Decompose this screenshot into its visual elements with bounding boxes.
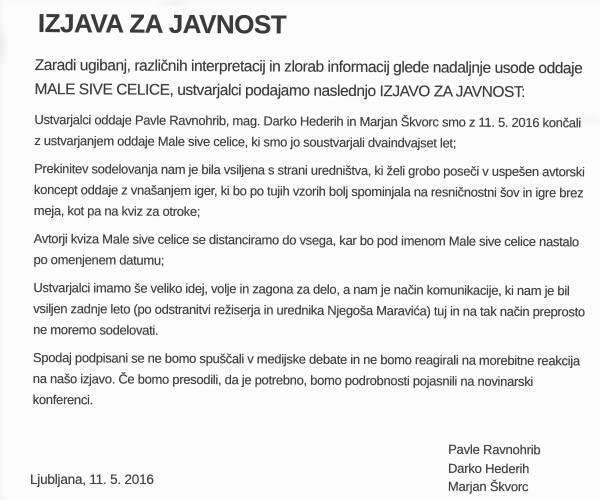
signatory-name: Marjan Škvorc	[447, 478, 529, 495]
signatory-name: Pavle Ravnohrib	[448, 441, 541, 458]
body-paragraph-1: Ustvarjalci oddaje Pavle Ravnohrib, mag. Darko Hederih in Marjan Škvorc smo z 11. 5. 2016 končali z ustvarjanjem oddaje Male sive celice, ki smo jo soustvarjali dvaindvajset let;	[34, 111, 581, 151]
intro-paragraph: Zaradi ugibanj, različnih interpretacij in zlorab informacij glede nadaljnje usode oddaje MALE SIVE CELICE, ustvarjalci podajamo naslednjo IZJAVO ZA JAVNOST:	[34, 56, 583, 101]
document-title: IZJAVA ZA JAVNOST	[37, 7, 287, 40]
body-paragraph-5: Spodaj podpisani se ne bomo spuščali v medijske debate in ne bomo reagirali na morebitne reakcija na našo izjavo. Če bomo presodili, da je potrebno, bomo podrobnosti pojasnili na novinarski konferenci.	[32, 349, 580, 408]
body-paragraph-2: Prekinitev sodelovanja nam je bila vsiljena s strani uredništva, ki želi grobo poseči v uspešen avtorski koncept oddaje z vnašanjem iger, ki bo po tujih vzorih bolj spominjala na resničnostni šov in igre brez meja, kot pa na kviz za otroke;	[33, 160, 585, 219]
signatory-name: Darko Hederih	[447, 460, 530, 476]
body-paragraph-4: Ustvarjalci imamo še veliko idej, volje in zagona za delo, a nam je način komunikacije, ki nam je bil vsiljen zadnje leto (po odstranitvi režiserja in urednika Njegoša Maravića) tuj in na tak način preprosto ne moremo sodelovati.	[33, 279, 585, 338]
place-date: Ljubljana, 11. 5. 2016	[30, 472, 154, 487]
body-paragraph-3: Avtorji kviza Male sive celice se distanciramo do vsega, kar bo pod imenom Male sive celice nastalo po omenjenem datumu;	[33, 230, 579, 268]
signatories	[448, 441, 541, 497]
